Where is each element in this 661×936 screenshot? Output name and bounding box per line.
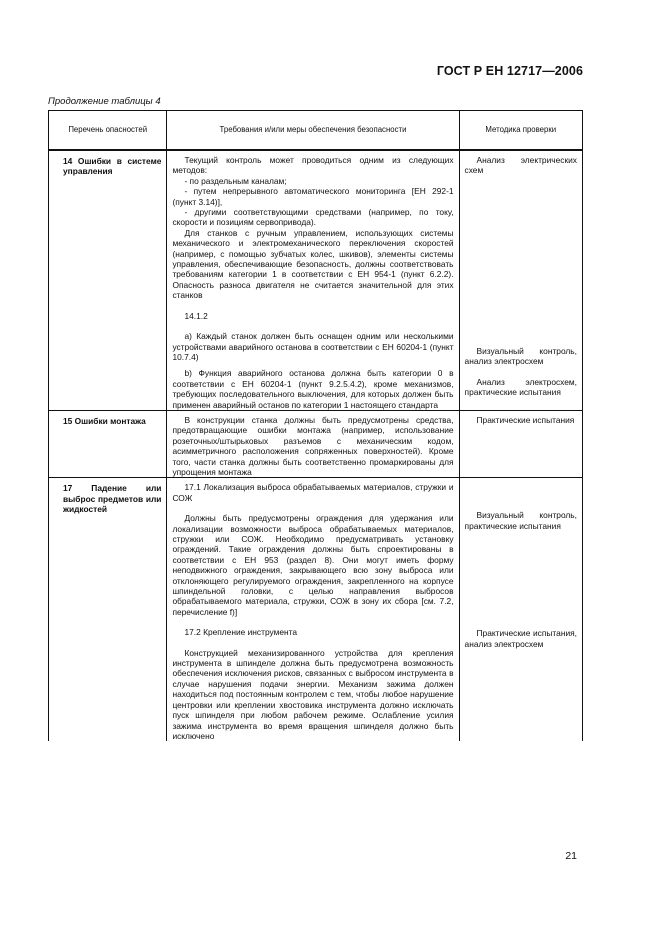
verification-text: Анализ электросхем, практические испытания [464,376,577,398]
requirements-cell [167,478,459,741]
requirements-cell [167,410,459,477]
requirement-text: - другими соответствующими средствами (например, по току, скорости и позициям сервопривода). [172,207,454,228]
column-header-hazards: Перечень опасностей [49,111,167,151]
requirement-subheading: 17.2 Крепление инструмента [184,627,298,638]
requirements-cell [167,150,459,410]
column-header-verification: Методика проверки [459,111,582,151]
verification-text: Анализ электрических схем [464,155,577,176]
requirement-text: В конструкции станка должны быть предусмотрены средства, предотвращающие ошибки монтажа (например, использование розеточных/штырьковых разъемов с механическим кодом, асимметричного расположения сопряженных поверхностей). Кроме того, части станка должны быть соответственно промаркированы для упрощения монтажа [172,414,454,477]
table-header-row [49,111,583,151]
verification-text: Практические испытания, анализ электросхем [464,628,577,649]
verification-text: Практические испытания [476,414,575,425]
requirement-clause-number: 14.1.2 [184,310,208,321]
verification-cell [459,410,582,477]
table-caption: Продолжение таблицы 4 [48,96,161,107]
requirement-text: - путем непрерывного автоматического мониторинга [ЕН 292-1 (пункт 3.14)], [172,186,454,207]
document-header: ГОСТ Р ЕН 12717—2006 [436,64,583,78]
table-row [49,478,583,741]
page-number: 21 [565,850,577,862]
requirement-text: Текущий контроль может проводиться одним из следующих методов: [172,155,454,176]
requirement-text: - по раздельным каналам; [184,175,287,186]
verification-cell [459,150,582,410]
column-header-requirements: Требования и/или меры обеспечения безопасности [167,111,459,151]
hazard-cell: 14 Ошибки в системе управления [49,150,167,410]
table-row [49,410,583,477]
safety-requirements-table [48,110,583,741]
hazard-cell: 17 Падение или выброс предметов или жидкостей [49,478,167,741]
requirement-text: b) Функция аварийного останова должна быть категории 0 в соответствии с ЕН 60204-1 (пункт 9.2.5.4.2), кроме механизмов, требующих последовательного выключения, для которых должен быть применен аварийный останов по категории 1 настоящего стандарта [172,368,454,410]
requirement-text: Для станков с ручным управлением, использующих системы механического и электромеханического переключения скоростей (например, с помощью зубчатых колес, шкивов), элементы системы управления, обеспечивающие безопасность, должны соответствовать требованиям категории 1 в соответствии с ЕН 954-1 (пункт 6.2.2). Опасность разноса двигателя не считается значительной для этих станков [172,227,454,301]
verification-text: Визуальный контроль, практические испытания [464,510,577,531]
requirement-text: Должны быть предусмотрены ограждения для удержания или локализации возможности выброса обрабатываемых материалов, стружки или СОЖ. Необходимо предусматривать установку ограждений. Такие ограждения должны быть спроектированы в соответствии с ЕН 953 (раздел 8). Они могут иметь форму неподвижного ограждения, закрывающего всю зону выброса или отклоняющего регулируемого ограждения, закрепленного на корпусе шпиндельной головки, с целью направления выбросов обрабатываемого материала, стружки, СОЖ в зону их сбора [см. 7.2, перечисление f)] [172,513,454,617]
verification-text: Визуальный контроль, анализ электросхем [464,345,577,367]
requirement-text: Конструкцией механизированного устройства для крепления инструмента в шпинделе должна быть предусмотрена возможность обеспечения исключения рисков, связанных с выбросом инструмента в случае нарушения подачи энергии. Механизм зажима должен находиться под постоянным контролем с тем, чтобы любое нарушение центровки или креплении хвостовика инструмента должно исключать пуск шпинделя при любом рабочем режиме. Ослабление усилия зажима инструмента во время вращения шпинделя должно быть исключено [172,647,454,741]
requirement-subheading: 17.1 Локализация выброса обрабатываемых материалов, стружки и СОЖ [172,482,454,503]
table-row [49,150,583,410]
verification-cell [459,478,582,741]
requirement-text: a) Каждый станок должен быть оснащен одним или несколькими устройствами аварийного останова в соответствии с ЕН 60204-1 (пункт 10.7.4) [172,331,454,362]
hazard-cell: 15 Ошибки монтажа [49,410,167,477]
